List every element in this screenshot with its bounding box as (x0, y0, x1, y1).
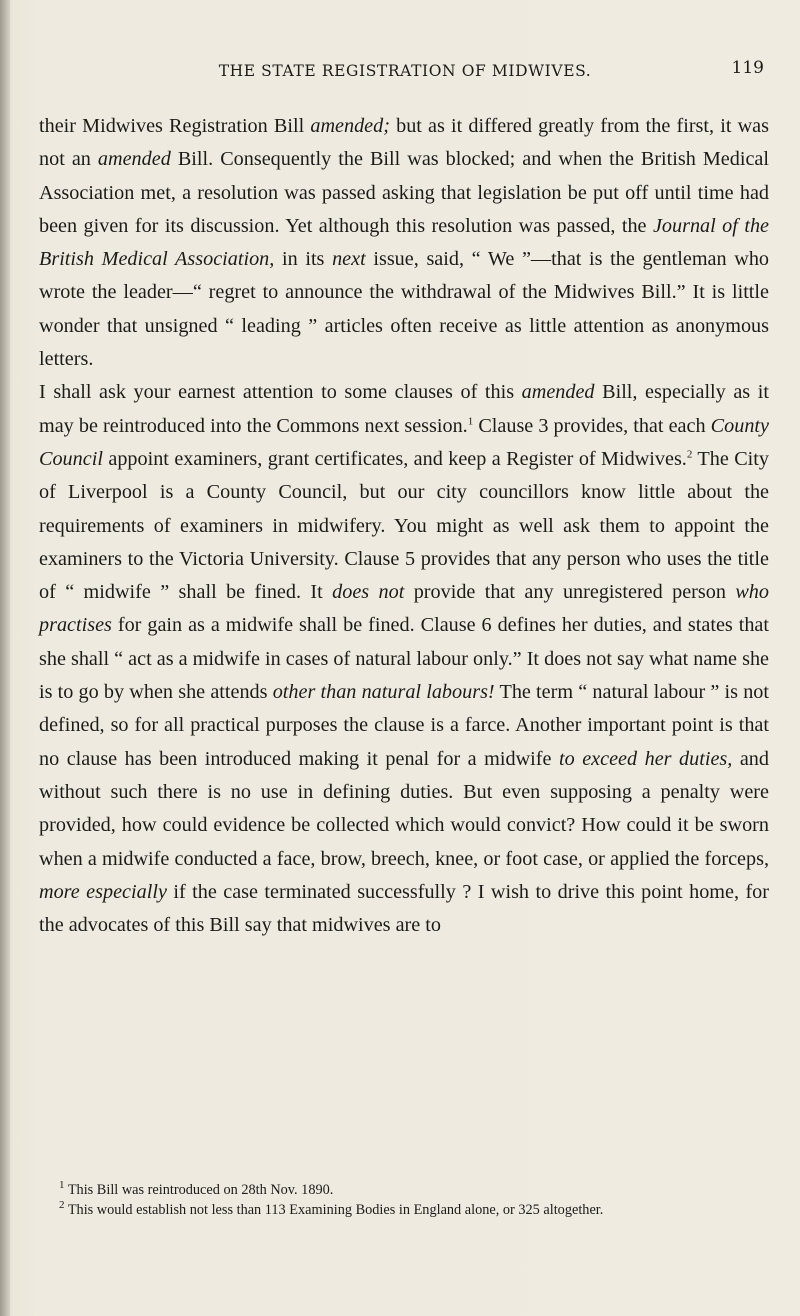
italic-run: who practises (39, 581, 769, 637)
footnote-text: This Bill was reintroduced on 28th Nov. 1890. (64, 1182, 334, 1198)
footnotes (39, 1180, 769, 1220)
text-run: issue, said, “ We ”—that is the gentleman who wrote the leader—“ regret to announce the withdrawal of the Midwives Bill.” It is little wonder that unsigned “ leading ” articles often receive as little attention as anonymous letters. (39, 248, 770, 371)
italic-run: County Council (39, 414, 769, 470)
text-run: if the case terminated successfully ? I wish to drive this point home, for the advocates of this Bill say that midwives are to (39, 880, 770, 937)
footnote-mark: 2 (59, 1199, 65, 1212)
page-number: 119 (731, 58, 764, 78)
italic-run: does not (332, 581, 405, 604)
text-run: I shall ask your earnest attention to some clauses of this (39, 381, 522, 404)
italic-run: Journal of the British Medical Association, (39, 214, 769, 271)
footnote-ref-1: 1 (467, 414, 474, 427)
italic-run: other than natural labours! (272, 681, 495, 704)
text-run: Clause 3 provides, that each (473, 414, 711, 437)
text-run: Bill. Consequently the Bill was blocked; and when the British Medical Association met, a resolution was passed asking that legislation be put off until time had been given for its discussion. Yet although this resolution was passed, the (39, 148, 769, 237)
italic-run: more especially (39, 880, 167, 903)
italic-run: amended (521, 381, 595, 404)
text-run: for gain as a midwife shall be fined. Clause 6 defines her duties, and states that she shall “ act as a midwife in cases of natural labour only.” It does not say what name she is to go by when she attends (39, 614, 769, 704)
italic-run: amended (97, 148, 171, 171)
running-head: THE STATE REGISTRATION OF MIDWIVES. (218, 62, 592, 80)
footnote-mark: 1 (59, 1179, 65, 1192)
italic-run: next (332, 248, 366, 271)
text-run: appoint examiners, grant certificates, and keep a Register of Midwives. (102, 447, 687, 470)
text-run: provide that any unregistered person (404, 581, 736, 604)
paragraph-1 (39, 110, 769, 376)
footnote-1 (39, 1180, 769, 1200)
text-run: but as it differed greatly from the first, it was not an (39, 115, 769, 171)
page-binding-edge (0, 0, 10, 1316)
text-run: in its (274, 248, 333, 271)
page-header (40, 56, 770, 86)
footnote-2 (39, 1200, 769, 1220)
footnote-ref-2: 2 (686, 448, 693, 461)
footnote-text: This would establish not less than 113 Examining Bodies in England alone, or 325 altogether. (64, 1202, 604, 1218)
text-run: The term “ natural labour ” is not defined, so for all practical purposes the clause is a farce. Another important point is that no clause has been introduced making it penal for a midwife (39, 681, 769, 770)
paragraph-2 (39, 376, 769, 942)
text-run: their Midwives Registration Bill (39, 115, 311, 137)
italic-run: to exceed her duties, (558, 747, 733, 770)
body-text (39, 110, 769, 942)
text-run: and without such there is no use in defining duties. But even supposing a penalty were provided, how could evidence be collected which would convict? How could it be sworn when a midwife conducted a face, brow, breech, knee, or foot case, or applied the forceps, (39, 747, 769, 870)
text-run: The City of Liverpool is a County Council, but our city councillors know little about the requirements of examiners in midwifery. You might as well ask them to appoint the examiners to the Victoria University. Clause 5 provides that any person who uses the title of “ midwife ” shall be fined. It (39, 447, 769, 604)
italic-run: amended; (310, 115, 390, 137)
text-run: Bill, especially as it may be reintroduced into the Commons next session. (39, 381, 769, 437)
